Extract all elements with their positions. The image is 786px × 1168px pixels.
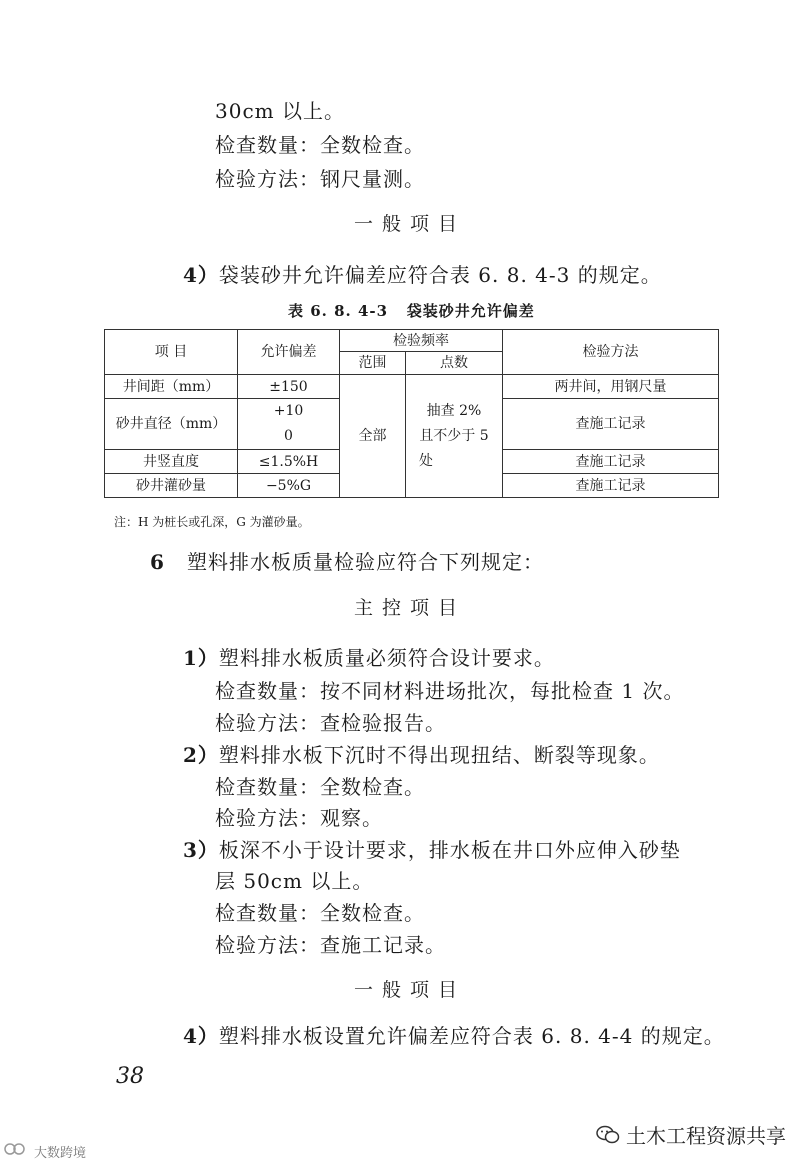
watermark-logo-icon <box>4 1141 30 1161</box>
section-heading: 一般项目 <box>354 213 467 235</box>
text-line: 检查数量：全数检查。 <box>215 901 425 925</box>
text-line: 检验方法：查施工记录。 <box>215 933 446 957</box>
wechat-icon <box>596 1125 620 1145</box>
watermark-left <box>4 1141 86 1161</box>
text-line: 检查数量：按不同材料进场批次，每批检查 1 次。 <box>215 679 685 703</box>
clause-number: 2） <box>183 743 219 767</box>
cell-item: 井竖直度 <box>105 450 238 474</box>
clause-text: 板深不小于设计要求，排水板在井口外应伸入砂垫 <box>218 838 681 862</box>
clause-text: 塑料排水板设置允许偏差应符合表 6. 8. 4-4 的规定。 <box>218 1024 725 1048</box>
page-number: 38 <box>116 1064 144 1089</box>
cell-tolerance: ≤1.5%H <box>238 450 340 474</box>
clause-item <box>150 549 544 575</box>
text-line: 检验方法：观察。 <box>215 806 383 830</box>
header-method: 检验方法 <box>503 330 719 375</box>
clause-item <box>183 645 555 671</box>
section-heading: 一般项目 <box>354 979 467 1001</box>
text-line: 层 50cm 以上。 <box>215 869 374 893</box>
clause-text: 塑料排水板质量必须符合设计要求。 <box>218 646 555 670</box>
cell-tolerance-minus: 0 <box>284 428 293 444</box>
header-tolerance: 允许偏差 <box>238 330 340 375</box>
watermark-left-text: 大数跨境 <box>34 1145 87 1161</box>
text-line: 检查数量：全数检查。 <box>215 133 425 157</box>
watermark-right-text: 土木工程资源共享 <box>626 1124 786 1148</box>
clause-number: 4） <box>183 263 219 287</box>
header-item: 项 目 <box>105 330 238 375</box>
cell-item: 砂井灌砂量 <box>105 474 238 498</box>
text-line: 30cm 以上。 <box>215 99 345 123</box>
cell-points-line: 抽查 2% <box>426 402 482 419</box>
cell-method: 查施工记录 <box>503 399 719 450</box>
cell-tolerance-plus: +10 <box>273 403 304 419</box>
clause-item <box>183 1023 725 1049</box>
text-line: 检验方法：钢尺量测。 <box>215 167 425 191</box>
table-caption-title: 袋装砂井允许偏差 <box>406 302 535 320</box>
cell-item: 砂井直径（mm） <box>105 399 238 450</box>
cell-item: 井间距（mm） <box>105 375 238 399</box>
cell-method: 查施工记录 <box>503 474 719 498</box>
cell-method: 两井间，用钢尺量 <box>503 375 719 399</box>
watermark-right <box>596 1120 786 1149</box>
clause-text: 塑料排水板下沉时不得出现扭结、断裂等现象。 <box>218 743 660 767</box>
section-heading: 主控项目 <box>354 597 467 619</box>
clause-item <box>183 262 662 288</box>
header-range: 范围 <box>340 352 406 375</box>
clause-number: 4） <box>183 1024 219 1048</box>
cell-tolerance: ±150 <box>238 375 340 399</box>
table-row <box>105 375 719 399</box>
text-line: 检验方法：查检验报告。 <box>215 711 446 735</box>
cell-points <box>406 375 503 498</box>
clause-number: 1） <box>183 646 219 670</box>
cell-tolerance: −5%G <box>238 474 340 498</box>
cell-tolerance <box>238 399 340 450</box>
cell-points-line: 处 <box>419 452 433 469</box>
text-line: 检查数量：全数检查。 <box>215 775 425 799</box>
clause-item <box>183 742 660 768</box>
clause-number: 6 <box>150 550 165 574</box>
clause-text: 袋装砂井允许偏差应符合表 6. 8. 4-3 的规定。 <box>218 263 662 287</box>
clause-number: 3） <box>183 838 219 862</box>
table-caption-number: 表 6. 8. 4-3 <box>288 302 389 320</box>
clause-item <box>183 837 681 863</box>
table-note: 注：H 为桩长或孔深，G 为灌砂量。 <box>114 515 310 529</box>
tolerance-table <box>104 329 719 498</box>
cell-method: 查施工记录 <box>503 450 719 474</box>
table-caption <box>288 300 535 321</box>
clause-text: 塑料排水板质量检验应符合下列规定： <box>187 550 544 574</box>
header-points: 点数 <box>406 352 503 375</box>
cell-range: 全部 <box>340 375 406 498</box>
header-frequency: 检验频率 <box>340 330 503 352</box>
cell-points-line: 且不少于 5 <box>419 427 489 444</box>
